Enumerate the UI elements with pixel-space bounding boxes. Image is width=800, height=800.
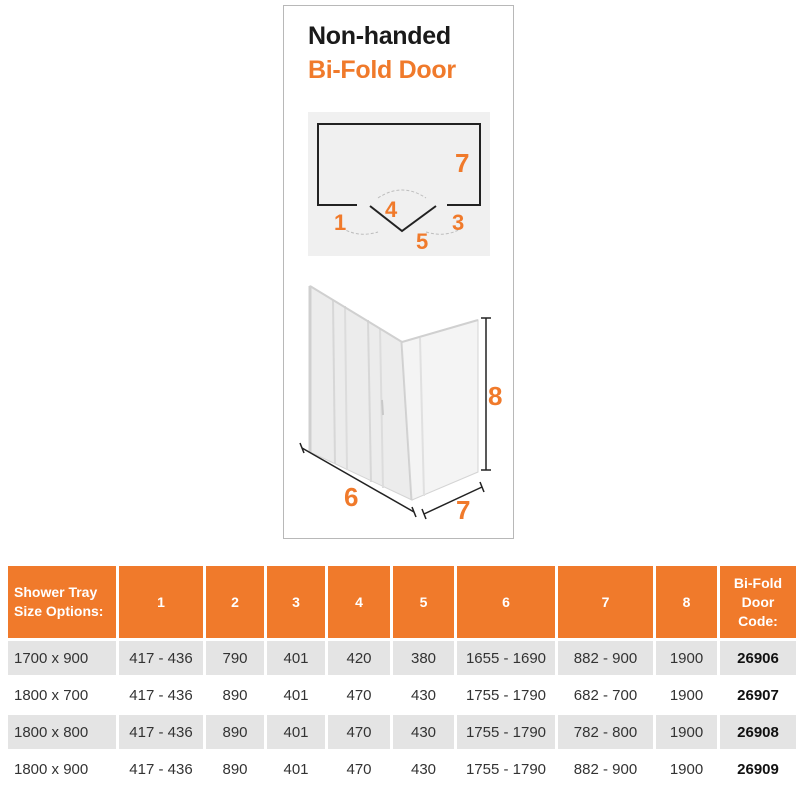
header-col-1: 1: [119, 566, 206, 638]
cell-dim-5: 430: [393, 712, 457, 749]
table-row: [8, 675, 796, 712]
cell-tray-size: 1800 x 800: [8, 712, 119, 749]
cell-dim-6: 1655 - 1690: [457, 638, 558, 675]
card-subtitle: Bi-Fold Door: [308, 56, 456, 84]
header-col-8: 8: [656, 566, 720, 638]
cell-door-code: 26907: [720, 675, 796, 712]
table-header-row: [8, 566, 796, 638]
cell-dim-6: 1755 - 1790: [457, 675, 558, 712]
cell-dim-8: 1900: [656, 638, 720, 675]
table-row: [8, 712, 796, 749]
cell-dim-6: 1755 - 1790: [457, 712, 558, 749]
cell-door-code: 26909: [720, 749, 796, 786]
header-col-3: 3: [267, 566, 328, 638]
cell-tray-size: 1700 x 900: [8, 638, 119, 675]
header-col-2: 2: [206, 566, 267, 638]
cell-tray-size: 1800 x 700: [8, 675, 119, 712]
cell-dim-5: 430: [393, 749, 457, 786]
cell-dim-7: 882 - 900: [558, 749, 656, 786]
cell-dim-3: 401: [267, 675, 328, 712]
cell-dim-1: 417 - 436: [119, 712, 206, 749]
header-col-6: 6: [457, 566, 558, 638]
cell-dim-5: 380: [393, 638, 457, 675]
cell-dim-2: 790: [206, 638, 267, 675]
cell-dim-4: 470: [328, 712, 393, 749]
plan-label-1: 1: [334, 210, 347, 235]
cell-dim-1: 417 - 436: [119, 749, 206, 786]
cell-dim-1: 417 - 436: [119, 675, 206, 712]
plan-label-3: 3: [452, 210, 465, 235]
cell-dim-6: 1755 - 1790: [457, 749, 558, 786]
table-row: [8, 749, 796, 786]
cell-dim-8: 1900: [656, 675, 720, 712]
cell-dim-7: 782 - 800: [558, 712, 656, 749]
cell-dim-2: 890: [206, 749, 267, 786]
cell-dim-2: 890: [206, 675, 267, 712]
cell-dim-3: 401: [267, 638, 328, 675]
cell-dim-4: 470: [328, 675, 393, 712]
isometric-enclosure-diagram: [300, 286, 502, 525]
cell-dim-8: 1900: [656, 712, 720, 749]
card-title: Non-handed: [308, 22, 451, 50]
cell-dim-8: 1900: [656, 749, 720, 786]
cell-dim-7: 882 - 900: [558, 638, 656, 675]
cell-dim-7: 682 - 700: [558, 675, 656, 712]
cell-tray-size: 1800 x 900: [8, 749, 119, 786]
plan-label-5: 5: [416, 229, 429, 254]
header-col-7: 7: [558, 566, 656, 638]
table-row: [8, 638, 796, 675]
cell-door-code: 26908: [720, 712, 796, 749]
plan-label-4: 4: [385, 197, 398, 222]
cell-dim-5: 430: [393, 675, 457, 712]
cell-dim-2: 890: [206, 712, 267, 749]
cell-dim-4: 470: [328, 749, 393, 786]
cell-door-code: 26906: [720, 638, 796, 675]
cell-dim-1: 417 - 436: [119, 638, 206, 675]
iso-label-6: 6: [344, 482, 359, 512]
header-col-5: 5: [393, 566, 457, 638]
iso-label-7: 7: [456, 495, 471, 525]
specification-table: [8, 566, 796, 786]
plan-view-diagram: [318, 124, 480, 254]
cell-dim-3: 401: [267, 712, 328, 749]
cell-dim-3: 401: [267, 749, 328, 786]
cell-dim-4: 420: [328, 638, 393, 675]
header-col-4: 4: [328, 566, 393, 638]
iso-label-8: 8: [488, 381, 503, 411]
header-door-code: Bi-Fold Door Code:: [720, 566, 796, 638]
header-tray-size: Shower Tray Size Options:: [8, 566, 119, 638]
plan-label-7: 7: [455, 148, 470, 178]
